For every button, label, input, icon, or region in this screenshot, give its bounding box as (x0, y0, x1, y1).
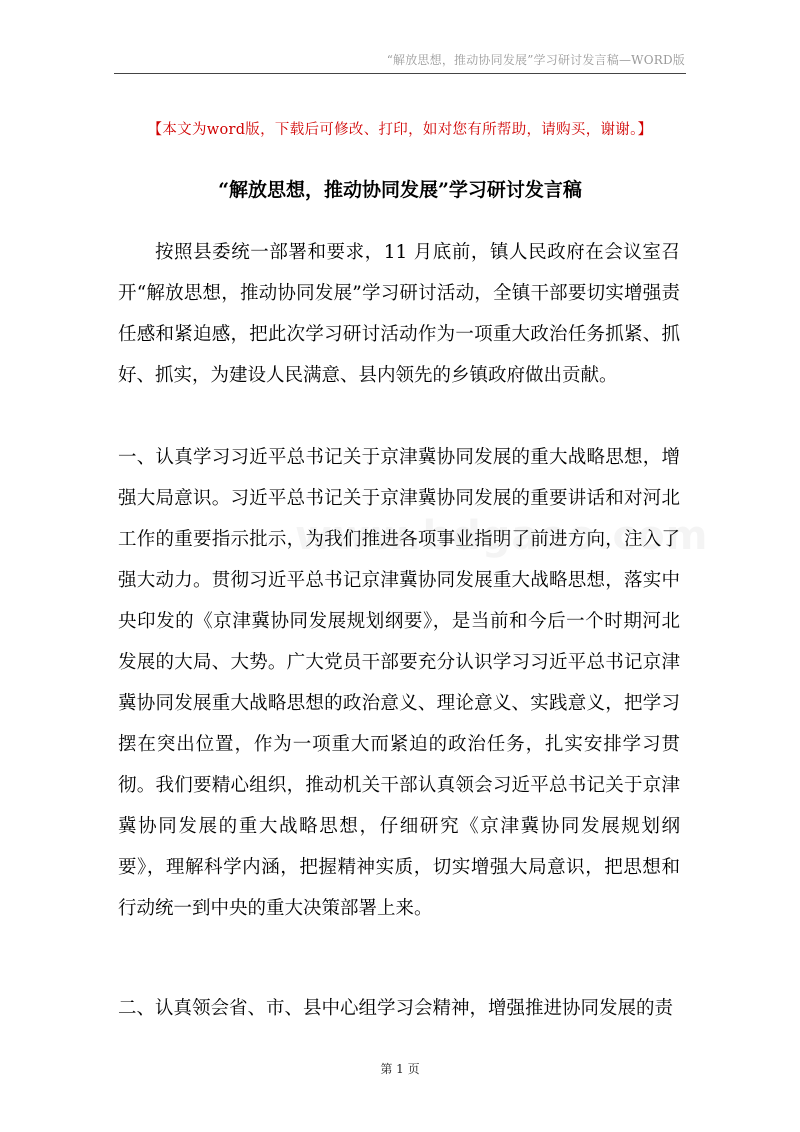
intro-paragraph: 按照县委统一部署和要求，11 月底前，镇人民政府在会议室召开“解放思想，推动协同发展”学习研讨活动，全镇干部要切实增强责任感和紧迫感，把此次学习研讨活动作为一项重大政治任务抓紧、抓好、抓实，为建设人民满意、县内领先的乡镇政府做出贡献。 (118, 242, 680, 386)
page-number: 第 1 页 (380, 1062, 420, 1076)
section-one-paragraph: 一、认真学习习近平总书记关于京津冀协同发展的重大战略思想，增强大局意识。习近平总书记关于京津冀协同发展的重要讲话和对河北工作的重要指示批示，为我们推进各项事业指明了前进方向，注入了强大动力。贯彻习近平总书记京津冀协同发展重大战略思想，落实中央印发的《京津冀协同发展规划纲要》，是当前和今后一个时期河北发展的大局、大势。广大党员干部要充分认识学习习近平总书记京津冀协同发展重大战略思想的政治意义、理论意义、实践意义，把学习摆在突出位置，作为一项重大而紧迫的政治任务，扎实安排学习贯彻。我们要精心组织，推动机关干部认真领会习近平总书记关于京津冀协同发展的重大战略思想，仔细研究《京津冀协同发展规划纲要》，理解科学内涵，把握精神实质，切实增强大局意识，把思想和行动统一到中央的重大决策部署上来。 (118, 447, 680, 919)
header-divider (114, 73, 686, 74)
section-two-paragraph: 二、认真领会省、市、县中心组学习会精神，增强推进协同发展的责 (118, 998, 674, 1019)
document-title: “解放思想，推动协同发展”学习研讨发言稿 (218, 179, 582, 201)
download-notice: 【本文为word版，下载后可修改、打印，如对您有所帮助，请购买，谢谢。】 (147, 122, 653, 138)
running-header: “解放思想，推动协同发展”学习研讨发言稿—WORD版 (386, 53, 685, 67)
